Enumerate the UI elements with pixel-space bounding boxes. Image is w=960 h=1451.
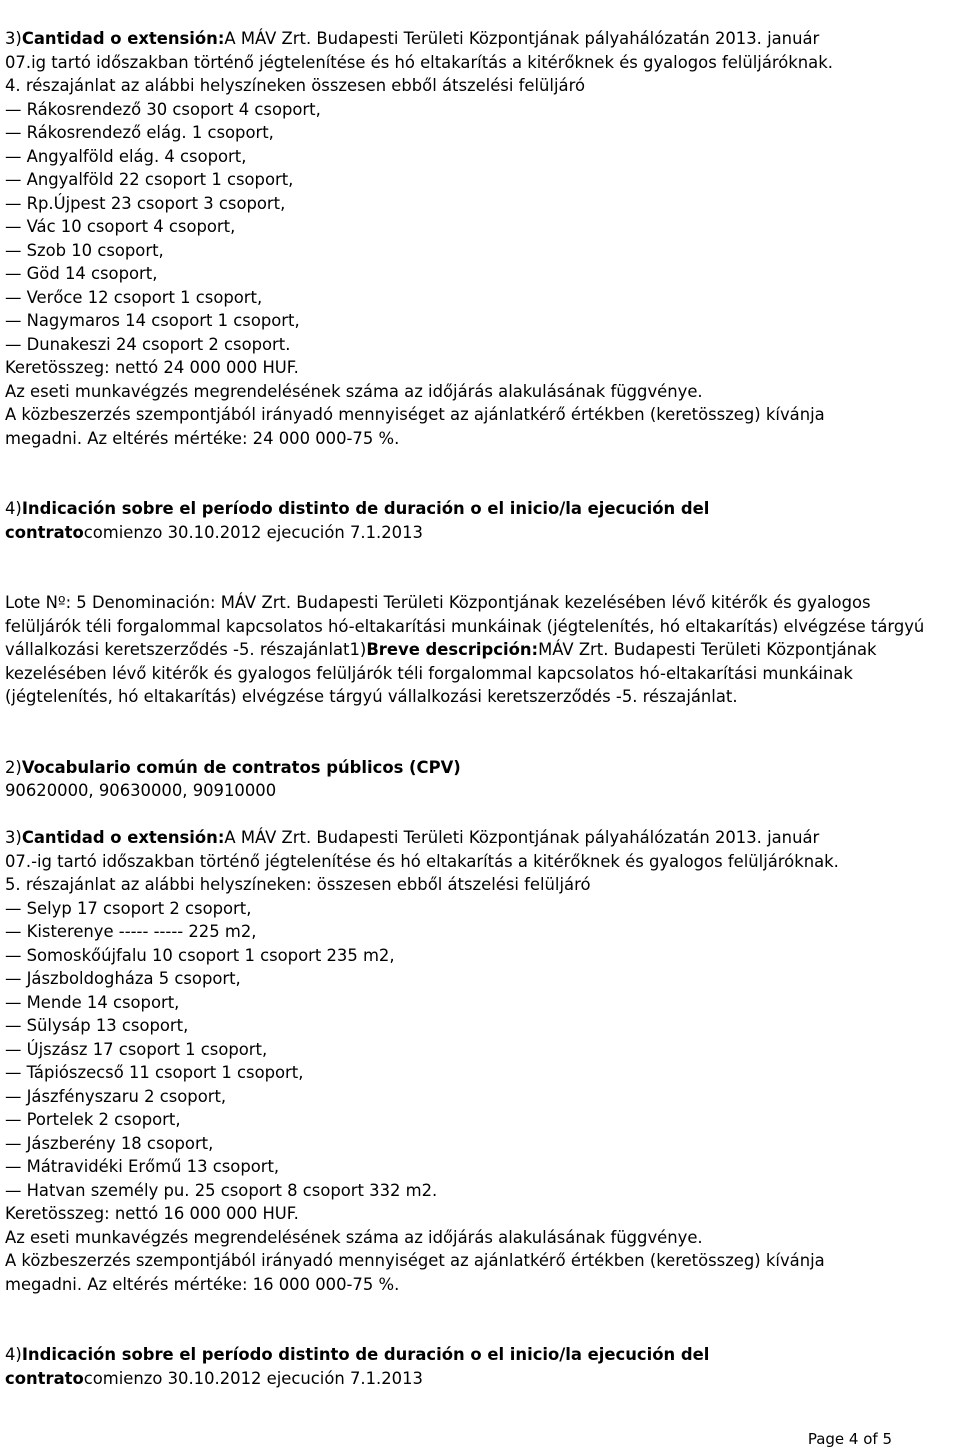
section-number: 1) [349,640,367,659]
section-heading: Vocabulario común de contratos públicos (CPV) [21,757,461,777]
text-line: 07.ig tartó időszakban történő jégtelenítése és hó eltakarítás a kitérőknek és gyalogos felüljáróknak. [5,52,833,72]
section-number: 4) [5,499,22,518]
duration-value: comienzo 30.10.2012 ejecución 7.1.2013 [83,1368,423,1388]
section-heading-line [5,1343,950,1367]
lot-description: MÁV Zrt. Budapesti Területi Központjának kezelésében lévő kitérők és gyalogos felüljárók téli forgalommal kapcsolatos hó-eltakarítási munkáinak (jégtelenítés, hó eltakarítás) elvégzése tárgyú vállalkozási keretszerződés -5. részajánlat. [5,640,877,706]
list-item: — Újszász 17 csoport 1 csoport, [5,1039,268,1059]
list-item: — Jászfényszaru 2 csoport, [5,1086,227,1106]
list-item: — Angyalföld elág. 4 csoport, [5,146,247,166]
list-item: — Rp.Újpest 23 csoport 3 csoport, [5,193,286,213]
list-item: — Göd 14 csoport, [5,264,158,283]
list-item: — Rákosrendező 30 csoport 4 csoport, [5,99,321,119]
list-item: — Verőce 12 csoport 1 csoport, [5,287,263,307]
text-line: 07.-ig tartó időszakban történő jégtelenítése és hó eltakarítás a kitérőknek és gyalogos felüljáróknak. [5,851,839,871]
budget-line: Keretösszeg: nettó 16 000 000 HUF. [5,1204,299,1223]
duration-section-lot5 [5,1343,950,1390]
list-item: — Szob 10 csoport, [5,240,164,260]
list-item: — Tápiószecső 11 csoport 1 csoport, [5,1063,304,1082]
section-number: 3) [5,828,22,847]
text-line: 5. részajánlat az alábbi helyszíneken: összesen ebből átszelési felüljáró [5,875,591,894]
list-item: — Sülysáp 13 csoport, [5,1016,189,1035]
section-heading-line [5,521,950,545]
text-line: megadni. Az eltérés mértéke: 16 000 000-75 %. [5,1274,400,1294]
section-heading: Cantidad o extensión: [21,828,225,847]
text-line: A közbeszerzés szempontjából irányadó mennyiséget az ajánlatkérő értékben (keretösszeg) kívánja [5,1251,825,1270]
text-line: Az eseti munkavégzés megrendelésének száma az időjárás alakulásának függvénye. [5,1227,703,1247]
list-item: — Rákosrendező elág. 1 csoport, [5,123,274,142]
duration-section-lot4 [5,497,950,544]
text-line: megadni. Az eltérés mértéke: 24 000 000-75 %. [5,428,400,448]
section-number: 3) [5,29,22,48]
list-item: — Mátravidéki Erőmű 13 csoport, [5,1157,280,1176]
list-item: — Angyalföld 22 csoport 1 csoport, [5,170,294,189]
text-line: 4. részajánlat az alábbi helyszíneken összesen ebből átszelési felüljáró [5,76,585,95]
budget-line: Keretösszeg: nettó 24 000 000 HUF. [5,358,299,377]
section-heading: Indicación sobre el período distinto de duración o el inicio/la ejecución del [21,1345,710,1364]
section-heading: contrato [5,1368,84,1388]
list-item: — Jászboldogháza 5 csoport, [5,969,241,988]
quantity-section-lot4 [5,27,950,450]
list-item: — Hatvan személy pu. 25 csoport 8 csoport 332 m2. [5,1180,438,1200]
lot-intro: Lote Nº: 5 Denominación: MÁV Zrt. Budapesti Területi Központjának kezelésében lévő kitérők és gyalogos felüljárók téli forgalommal kapcsolatos hó-eltakarítási munkáinak (jégtelenítés, hó eltakarítás) elvégzése tárgyú vállalkozási keretszerződés -5. részajánlat [5,593,925,659]
section-heading: contrato [5,522,84,542]
page-number: Page 4 of 5 [807,1430,892,1448]
quantity-section-lot5 [5,826,950,1296]
list-item: — Somoskőújfalu 10 csoport 1 csoport 235 m2, [5,945,395,965]
document-page [5,27,950,1390]
section-heading-line [5,1367,950,1391]
list-item: — Portelek 2 csoport, [5,1110,181,1129]
section-heading: Breve descripción: [366,640,539,659]
section-heading: Cantidad o extensión: [21,29,225,48]
section-heading-line [5,756,950,780]
list-item: — Selyp 17 csoport 2 csoport, [5,898,252,918]
section-number: 2) [5,757,22,777]
list-item: — Nagymaros 14 csoport 1 csoport, [5,311,300,330]
list-item: — Kisterenye ----- ----- 225 m2, [5,922,257,941]
section-heading: Indicación sobre el período distinto de duración o el inicio/la ejecución del [21,499,710,518]
cpv-section [5,756,950,803]
list-item: — Mende 14 csoport, [5,992,180,1012]
list-item: — Dunakeszi 24 csoport 2 csoport. [5,334,291,354]
lot-block [5,591,950,709]
text-line: A MÁV Zrt. Budapesti Területi Központjának pályahálózatán 2013. január [224,828,820,847]
text-line: A közbeszerzés szempontjából irányadó mennyiséget az ajánlatkérő értékben (keretösszeg) kívánja [5,405,825,424]
section-heading-line [5,826,950,850]
duration-value: comienzo 30.10.2012 ejecución 7.1.2013 [83,522,423,542]
section-heading-line [5,27,950,51]
cpv-codes: 90620000, 90630000, 90910000 [5,781,277,800]
list-item: — Vác 10 csoport 4 csoport, [5,217,236,236]
list-item: — Jászberény 18 csoport, [5,1133,214,1153]
section-number: 4) [5,1345,22,1364]
section-heading-line [5,497,950,521]
text-line: Az eseti munkavégzés megrendelésének száma az időjárás alakulásának függvénye. [5,381,703,401]
text-line: A MÁV Zrt. Budapesti Területi Központjának pályahálózatán 2013. január [224,29,820,48]
